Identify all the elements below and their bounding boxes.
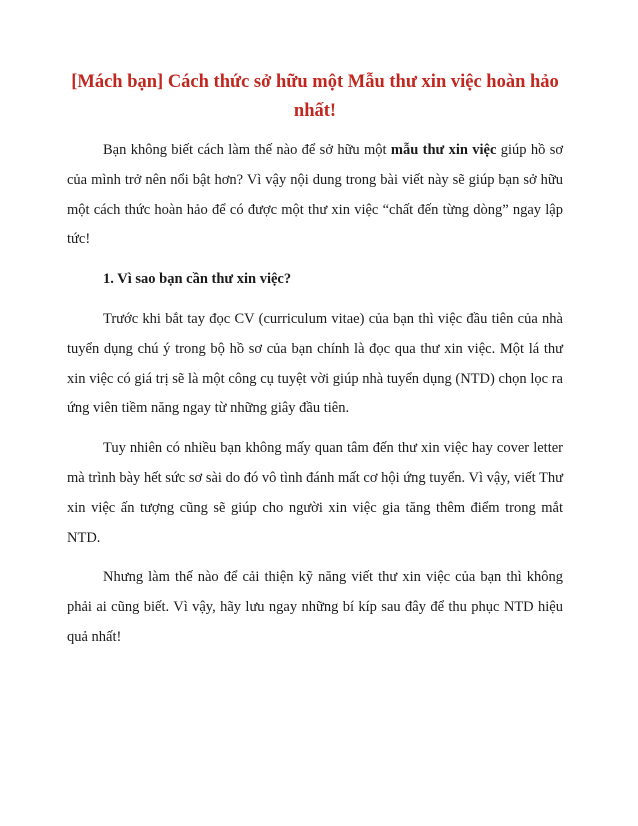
intro-text-after: giúp hồ sơ của mình trở nên nổi bật hơn? Vì vậy nội dung trong bài viết này sẽ giúp bạn sở hữu một cách thức hoàn hảo để có được một thư xin việc “chất đến từng dòng” ngay lập tức!	[67, 142, 564, 248]
body-paragraph-3: Nhưng làm thế nào để cải thiện kỹ năng viết thư xin việc của bạn thì không phải ai cũng biết. Vì vậy, hãy lưu ngay những bí kíp sau đây để thu phục NTD hiệu quả nhất!	[67, 569, 563, 645]
document-title: [Mách bạn] Cách thức sở hữu một Mẫu thư xin việc hoàn hảo nhất!	[71, 72, 559, 121]
intro-paragraph	[67, 136, 563, 255]
section-heading: 1. Vì sao bạn cần thư xin việc?	[103, 271, 292, 288]
intro-bold-keyword: mẫu thư xin việc	[390, 142, 497, 158]
body-paragraph-1: Trước khi bắt tay đọc CV (curriculum vitae) của bạn thì việc đầu tiên của nhà tuyển dụng chú ý trong bộ hồ sơ của bạn chính là đọc qua thư xin việc. Một lá thư xin việc có giá trị sẽ là một công cụ tuyệt vời giúp nhà tuyển dụng (NTD) chọn lọc ra ứng viên tiềm năng ngay từ những giây đầu tiên.	[67, 310, 563, 417]
intro-text-before: Bạn không biết cách làm thế nào để sở hữu một	[103, 142, 391, 158]
document-page	[67, 68, 563, 663]
body-paragraph-2: Tuy nhiên có nhiều bạn không mấy quan tâm đến thư xin việc hay cover letter mà trình bày hết sức sơ sài do đó vô tình đánh mất cơ hội ứng tuyển. Vì vậy, viết Thư xin việc ấn tượng cũng sẽ giúp cho người xin việc gia tăng thêm điểm trong mắt NTD.	[67, 440, 563, 546]
